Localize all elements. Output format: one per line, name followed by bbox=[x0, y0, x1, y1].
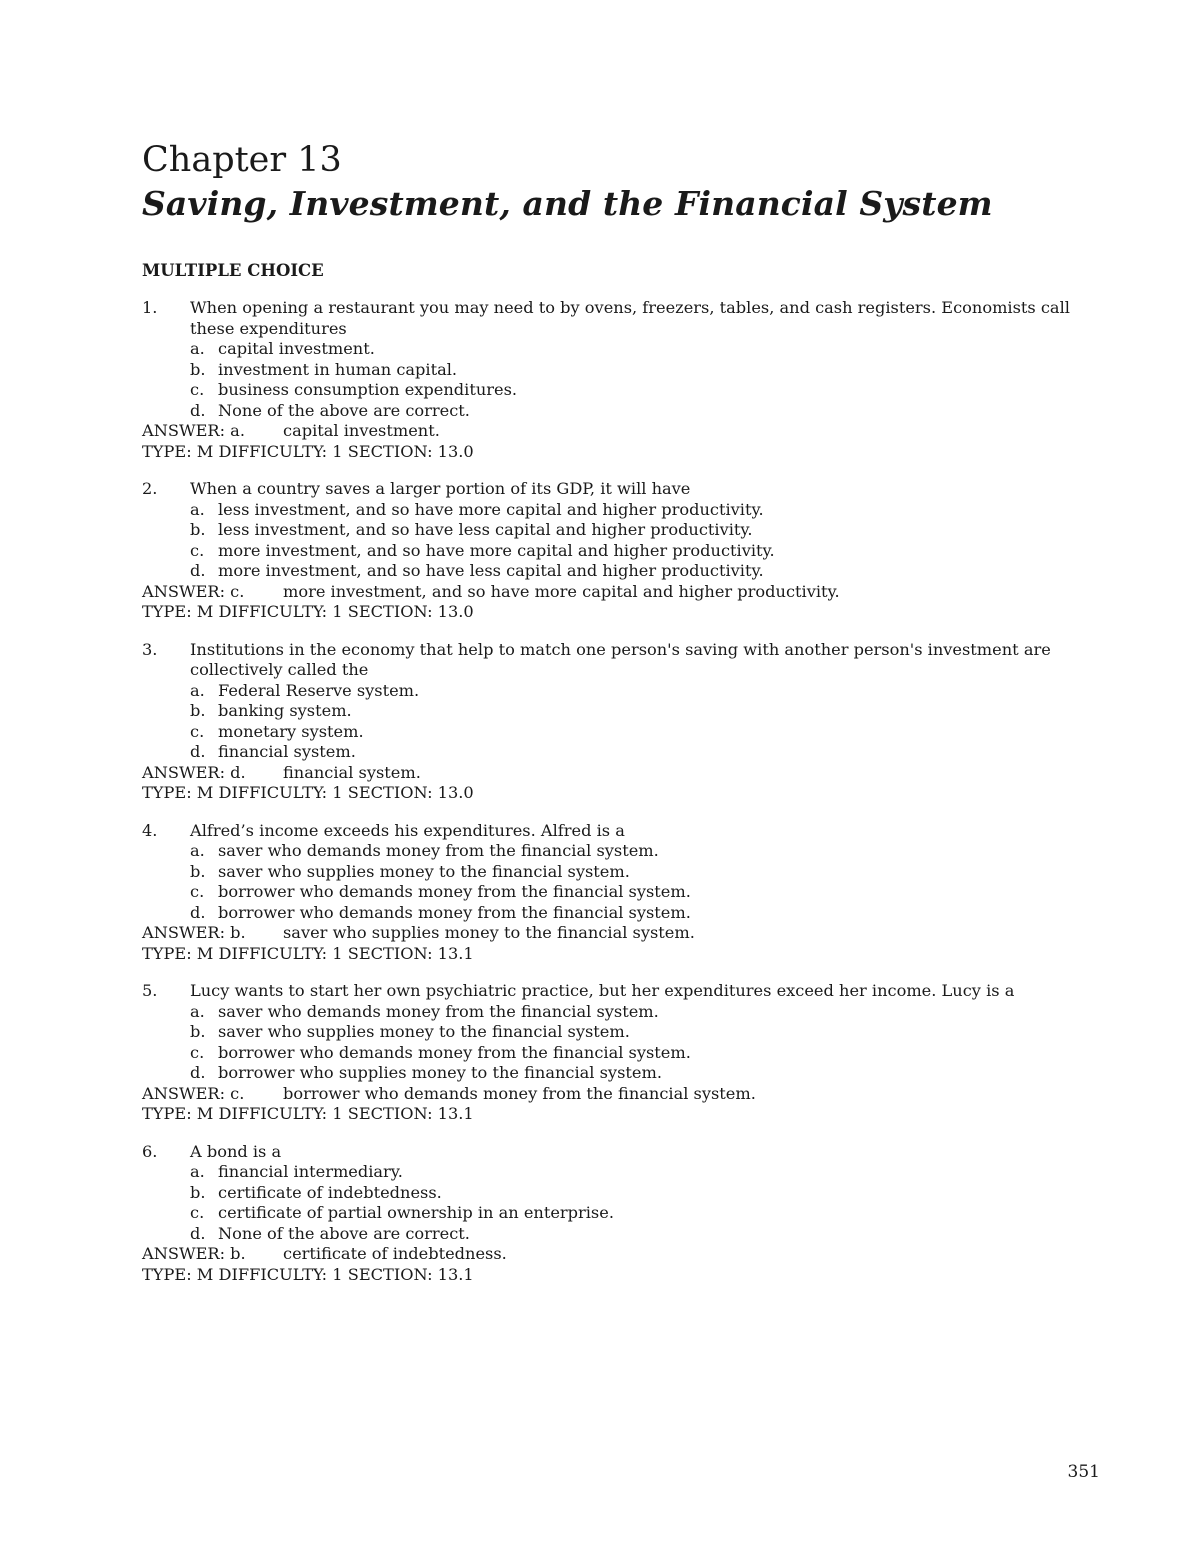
answer-label: ANSWER: c. bbox=[142, 581, 245, 601]
answer-text: capital investment. bbox=[283, 421, 440, 440]
option-text: None of the above are correct. bbox=[218, 1223, 470, 1243]
option-letter: b. bbox=[190, 520, 206, 539]
option-text: borrower who demands money from the financial system. bbox=[218, 882, 691, 901]
option-text: monetary system. bbox=[218, 721, 364, 741]
option-text: certificate of partial ownership in an enterprise. bbox=[218, 1203, 614, 1222]
option-c bbox=[190, 1043, 1142, 1064]
option-letter: d. bbox=[190, 902, 206, 922]
option-text: less investment, and so have less capital and higher productivity. bbox=[218, 520, 753, 539]
answer-label: ANSWER: d. bbox=[142, 762, 246, 782]
option-text: saver who demands money from the financial system. bbox=[218, 1001, 659, 1021]
question-number: 3. bbox=[142, 639, 158, 659]
answer-line bbox=[142, 923, 1142, 944]
answer-label: ANSWER: c. bbox=[142, 1083, 245, 1103]
option-letter: a. bbox=[190, 339, 205, 358]
question-number: 1. bbox=[142, 298, 158, 317]
option-letter: c. bbox=[190, 540, 205, 560]
option-letter: b. bbox=[190, 701, 206, 720]
option-text: None of the above are correct. bbox=[218, 400, 470, 420]
option-letter: a. bbox=[190, 1162, 205, 1181]
option-text: capital investment. bbox=[218, 339, 375, 358]
option-letter: a. bbox=[190, 841, 205, 860]
answer-text: more investment, and so have more capital and higher productivity. bbox=[283, 581, 840, 601]
question-text: Institutions in the economy that help to match one person's saving with another person's investment are collectively called the bbox=[190, 639, 1051, 679]
option-letter: b. bbox=[190, 1022, 206, 1041]
question-2 bbox=[142, 479, 1142, 623]
option-text: saver who demands money from the financial system. bbox=[218, 841, 659, 860]
answer-text: borrower who demands money from the financial system. bbox=[283, 1083, 756, 1103]
option-letter: c. bbox=[190, 882, 205, 901]
option-letter: c. bbox=[190, 1042, 205, 1062]
option-letter: a. bbox=[190, 499, 205, 519]
option-letter: d. bbox=[190, 561, 206, 580]
option-text: more investment, and so have more capital and higher productivity. bbox=[218, 540, 775, 560]
option-letter: c. bbox=[190, 1203, 205, 1222]
option-letter: d. bbox=[190, 1223, 206, 1243]
option-a bbox=[190, 339, 1142, 360]
question-number: 4. bbox=[142, 820, 158, 840]
option-list bbox=[142, 339, 1142, 421]
answer-line bbox=[142, 421, 1142, 442]
option-text: borrower who demands money from the financial system. bbox=[218, 1042, 691, 1062]
type-line: TYPE: M DIFFICULTY: 1 SECTION: 13.0 bbox=[142, 441, 474, 461]
question-1 bbox=[142, 298, 1142, 462]
answer-text: certificate of indebtedness. bbox=[283, 1244, 507, 1263]
question-text: A bond is a bbox=[190, 1141, 282, 1161]
option-d bbox=[190, 742, 1142, 763]
option-text: borrower who supplies money to the financial system. bbox=[218, 1063, 662, 1082]
answer-label: ANSWER: b. bbox=[142, 923, 246, 942]
option-letter: b. bbox=[190, 1182, 206, 1202]
question-4 bbox=[142, 821, 1142, 965]
answer-line bbox=[142, 582, 1142, 603]
type-line: TYPE: M DIFFICULTY: 1 SECTION: 13.1 bbox=[142, 1104, 474, 1123]
option-letter: d. bbox=[190, 1063, 206, 1082]
option-list bbox=[142, 500, 1142, 582]
option-c bbox=[190, 882, 1142, 903]
option-a bbox=[190, 681, 1142, 702]
question-list bbox=[142, 298, 1142, 1302]
option-d bbox=[190, 401, 1142, 422]
option-text: financial intermediary. bbox=[218, 1162, 403, 1181]
option-text: borrower who demands money from the financial system. bbox=[218, 902, 691, 922]
option-list bbox=[142, 1002, 1142, 1084]
option-d bbox=[190, 903, 1142, 924]
chapter-title: Chapter 13 bbox=[142, 140, 342, 180]
option-letter: b. bbox=[190, 861, 206, 881]
option-b bbox=[190, 862, 1142, 883]
question-text: When opening a restaurant you may need to by ovens, freezers, tables, and cash registers. Economists call these expenditures bbox=[190, 298, 1070, 338]
option-text: Federal Reserve system. bbox=[218, 680, 420, 700]
page-number: 351 bbox=[1067, 1462, 1100, 1482]
type-line: TYPE: M DIFFICULTY: 1 SECTION: 13.0 bbox=[142, 783, 474, 802]
option-letter: c. bbox=[190, 721, 205, 741]
answer-label: ANSWER: a. bbox=[142, 421, 245, 440]
option-text: more investment, and so have less capital and higher productivity. bbox=[218, 561, 764, 580]
option-a bbox=[190, 841, 1142, 862]
type-line: TYPE: M DIFFICULTY: 1 SECTION: 13.0 bbox=[142, 602, 474, 621]
option-text: saver who supplies money to the financial system. bbox=[218, 1022, 630, 1041]
type-line: TYPE: M DIFFICULTY: 1 SECTION: 13.1 bbox=[142, 943, 474, 963]
option-text: business consumption expenditures. bbox=[218, 380, 518, 399]
option-text: saver who supplies money to the financial system. bbox=[218, 861, 630, 881]
option-list bbox=[142, 681, 1142, 763]
option-list bbox=[142, 841, 1142, 923]
option-list bbox=[142, 1162, 1142, 1244]
option-b bbox=[190, 520, 1142, 541]
question-text: Alfred’s income exceeds his expenditures. Alfred is a bbox=[190, 820, 625, 840]
option-text: less investment, and so have more capital and higher productivity. bbox=[218, 499, 764, 519]
option-c bbox=[190, 380, 1142, 401]
option-letter: c. bbox=[190, 380, 205, 399]
answer-line bbox=[142, 763, 1142, 784]
option-letter: d. bbox=[190, 742, 206, 761]
option-a bbox=[190, 500, 1142, 521]
option-b bbox=[190, 1183, 1142, 1204]
option-d bbox=[190, 561, 1142, 582]
answer-line bbox=[142, 1084, 1142, 1105]
option-c bbox=[190, 541, 1142, 562]
option-b bbox=[190, 1022, 1142, 1043]
option-d bbox=[190, 1063, 1142, 1084]
question-text: When a country saves a larger portion of its GDP, it will have bbox=[190, 479, 691, 498]
question-text: Lucy wants to start her own psychiatric practice, but her expenditures exceed her income. Lucy is a bbox=[190, 981, 1015, 1000]
type-line: TYPE: M DIFFICULTY: 1 SECTION: 13.1 bbox=[142, 1264, 474, 1284]
option-letter: d. bbox=[190, 400, 206, 420]
option-letter: b. bbox=[190, 359, 206, 379]
option-a bbox=[190, 1162, 1142, 1183]
option-a bbox=[190, 1002, 1142, 1023]
answer-label: ANSWER: b. bbox=[142, 1244, 246, 1263]
answer-text: saver who supplies money to the financial system. bbox=[283, 923, 695, 942]
option-d bbox=[190, 1224, 1142, 1245]
question-6 bbox=[142, 1142, 1142, 1286]
question-5 bbox=[142, 981, 1142, 1125]
question-number: 6. bbox=[142, 1141, 158, 1161]
option-c bbox=[190, 1203, 1142, 1224]
option-text: banking system. bbox=[218, 701, 352, 720]
question-number: 5. bbox=[142, 981, 158, 1000]
section-heading: MULTIPLE CHOICE bbox=[142, 261, 324, 280]
option-text: financial system. bbox=[218, 742, 356, 761]
question-3 bbox=[142, 640, 1142, 804]
option-letter: a. bbox=[190, 1001, 205, 1021]
answer-line bbox=[142, 1244, 1142, 1265]
option-c bbox=[190, 722, 1142, 743]
option-text: certificate of indebtedness. bbox=[218, 1182, 442, 1202]
question-number: 2. bbox=[142, 479, 158, 498]
answer-text: financial system. bbox=[283, 762, 421, 782]
option-b bbox=[190, 360, 1142, 381]
chapter-subtitle: Saving, Investment, and the Financial System bbox=[142, 184, 993, 223]
option-text: investment in human capital. bbox=[218, 359, 458, 379]
option-letter: a. bbox=[190, 680, 205, 700]
option-b bbox=[190, 701, 1142, 722]
